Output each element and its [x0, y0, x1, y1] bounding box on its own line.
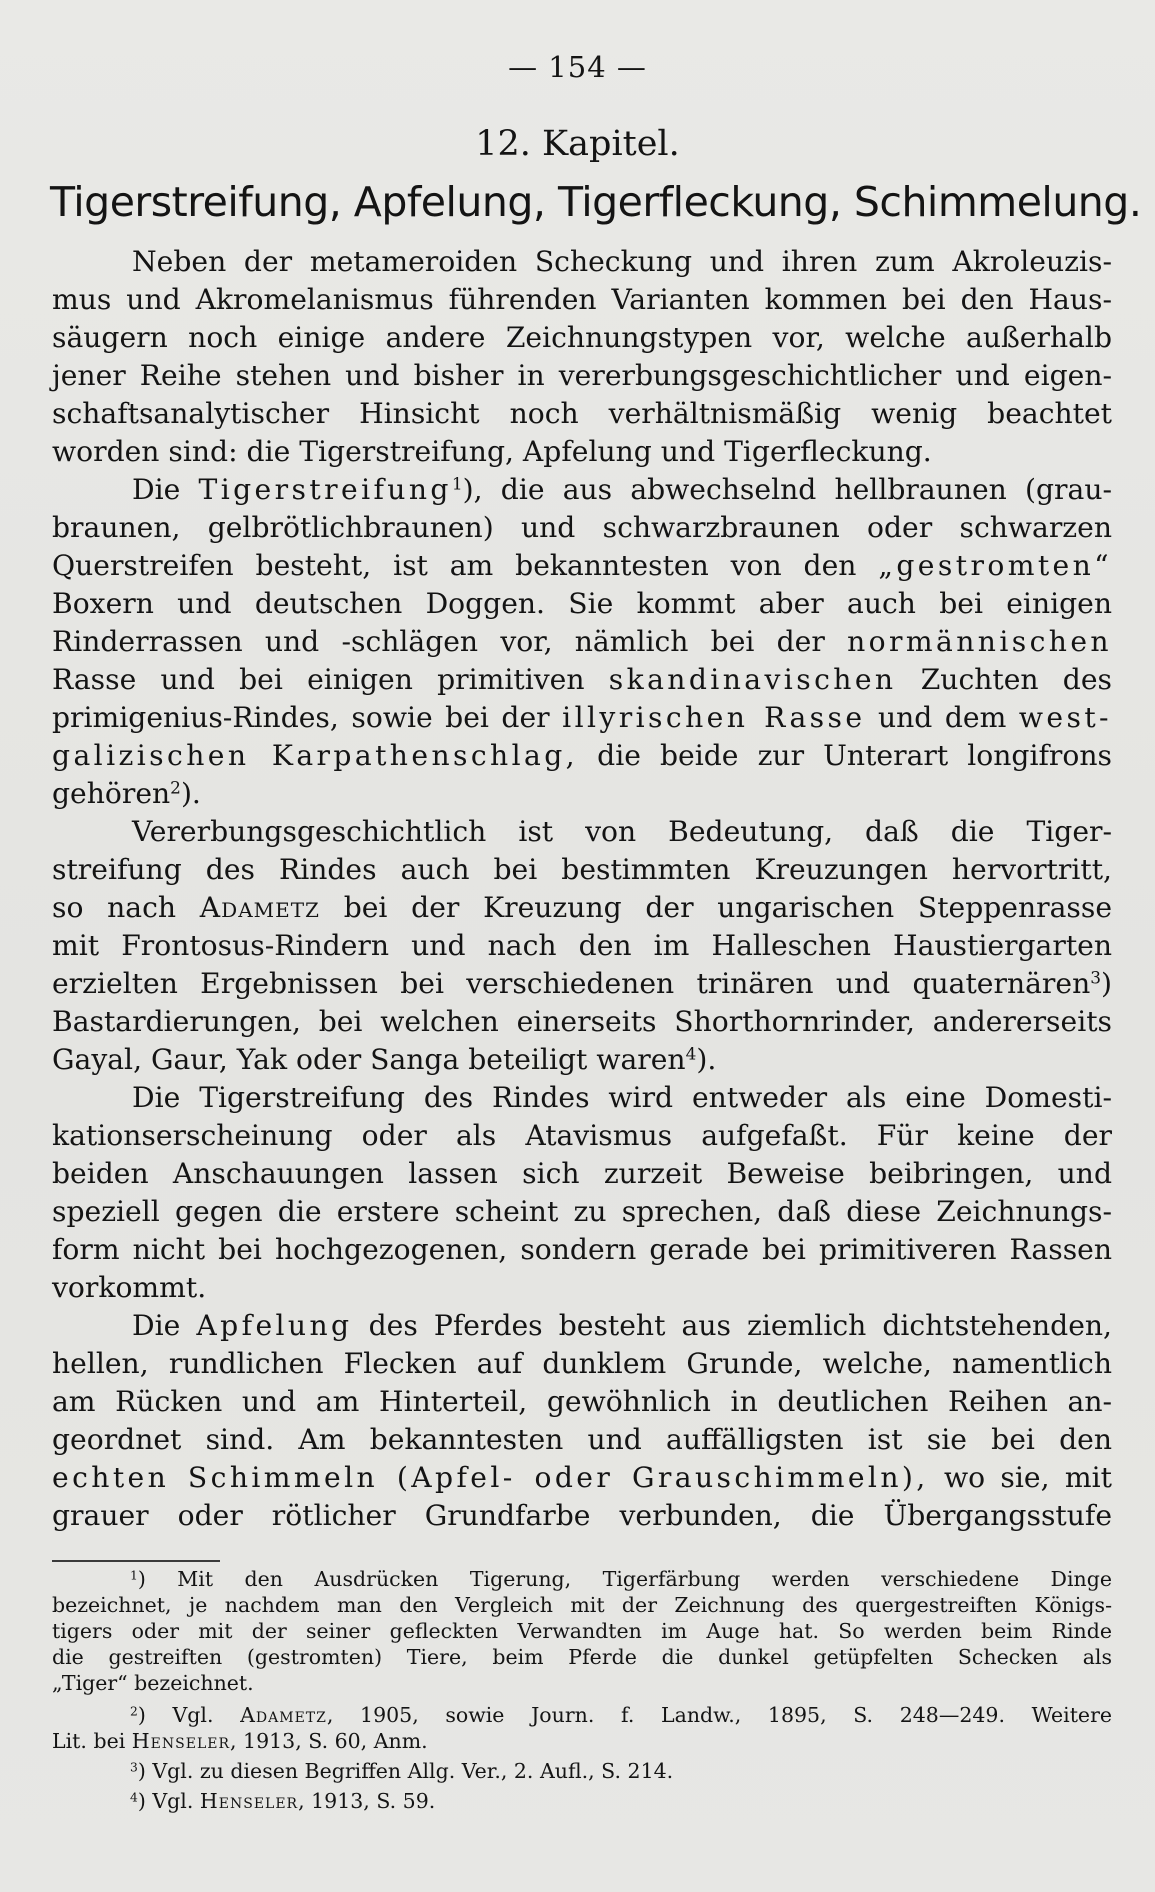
text-line: kationserscheinung oder als Atavismus aufgefaßt. Für keine der: [52, 1119, 1112, 1152]
emphasis: „gestromten“: [878, 549, 1112, 582]
text-line: beiden Anschauungen lassen sich zurzeit Beweise beibringen, und: [52, 1157, 1112, 1190]
page-number: — 154 —: [508, 50, 647, 84]
chapter-title: Tigerstreifung, Apfelung, Tigerfleckung, Schimmelung.: [50, 178, 1142, 226]
text-line: Rinderrassen und -schlägen vor, nämlich bei der normännischen: [52, 625, 1112, 658]
text-line: hellen, rundlichen Flecken auf dunklem Grunde, welche, namentlich: [52, 1347, 1112, 1380]
text-line: galizischen Karpathenschlag, die beide zur Unterart longifrons: [52, 739, 1112, 772]
text-line: Rasse und bei einigen primitiven skandinavischen Zuchten des: [52, 663, 1112, 696]
text-line: säugern noch einige andere Zeichnungstypen vor, welche außerhalb: [52, 321, 1112, 354]
text-line: form nicht bei hochgezogenen, sondern gerade bei primitiveren Rassen: [52, 1233, 1112, 1266]
text-line: Vererbungsgeschichtlich ist von Bedeutung, daß die Tiger-: [132, 815, 1112, 848]
text-line: Die Apfelung des Pferdes besteht aus ziemlich dichtstehenden,: [132, 1309, 1113, 1342]
chapter-heading: 12. Kapitel.: [475, 124, 680, 164]
footnote-line: bezeichnet, je nachdem man den Vergleich mit der Zeichnung des quergestreiften Königs-: [52, 1593, 1112, 1617]
author-name: Adametz: [240, 1703, 327, 1727]
text-line: streifung des Rindes auch bei bestimmten Kreuzungen hervortritt,: [52, 853, 1112, 886]
footnote-number: 4: [130, 1790, 138, 1805]
text-line: erzielten Ergebnissen bei verschiedenen trinären und quaternären$^3$): [52, 967, 1112, 1000]
text-line: mus und Akromelanismus führenden Varianten kommen bei den Haus-: [52, 283, 1112, 316]
text-line: mit Frontosus-Rindern und nach den im Halleschen Haustiergarten: [52, 929, 1112, 962]
author-name: Henseler: [131, 1729, 231, 1753]
author-name: Adametz: [199, 891, 320, 924]
emphasis: illyrischen Rasse: [562, 701, 866, 734]
text-line: speziell gegen die erstere scheint zu sprechen, daß diese Zeichnungs-: [52, 1195, 1112, 1228]
text-line: Die Tigerstreifung des Rindes wird entweder als eine Domesti-: [132, 1081, 1112, 1114]
text-line: Querstreifen besteht, ist am bekanntesten von den „gestromten“: [52, 549, 1112, 582]
text-line: vorkommt.: [52, 1271, 207, 1304]
emphasis: normännischen: [847, 625, 1112, 658]
footnote-number: 2: [130, 1704, 138, 1719]
text-line: braunen, gelbrötlichbraunen) und schwarzbraunen oder schwarzen: [52, 511, 1112, 544]
footnote-line: Lit. bei Henseler, 1913, S. 60, Anm.: [52, 1729, 428, 1753]
text-line: gehören$^2$).: [52, 777, 201, 810]
emphasis: skandinavischen: [608, 663, 897, 696]
footnote-ref: 3: [1090, 967, 1101, 988]
text-line: grauer oder rötlicher Grundfarbe verbunden, die Übergangsstufe: [52, 1499, 1112, 1532]
footnote-line: $^3$) Vgl. zu diesen Begriffen Allg. Ver., 2. Aufl., S. 214.: [130, 1759, 674, 1783]
footnote-line: die gestreiften (gestromten) Tiere, beim Pferde die dunkel getüpfelten Schecken als: [52, 1645, 1112, 1669]
emphasis: galizischen Karpathenschlag,: [52, 739, 579, 772]
text-line: Neben der metameroiden Scheckung und ihren zum Akroleuzis-: [132, 245, 1112, 278]
text-line: primigenius-Rindes, sowie bei der illyrischen Rasse und dem west-: [52, 701, 1112, 734]
text-line: echten Schimmeln (Apfel- oder Grauschimmeln), wo sie, mit: [52, 1461, 1112, 1494]
text-line: Die Tigerstreifung$^1$), die aus abwechselnd hellbraunen (grau-: [132, 473, 1112, 506]
footnote-ref: 2: [170, 777, 181, 798]
text-line: worden sind: die Tigerstreifung, Apfelung und Tigerfleckung.: [52, 435, 932, 468]
footnote-line: tigers oder mit der seiner gefleckten Verwandten im Auge hat. So werden beim Rinde: [52, 1619, 1112, 1643]
footnote-ref: 4: [685, 1043, 697, 1064]
author-name: Henseler: [199, 1789, 299, 1813]
text-line: schaftsanalytischer Hinsicht noch verhältnismäßig wenig beachtet: [52, 397, 1112, 430]
footnote-line: $^2$) Vgl. Adametz, 1905, sowie Journ. f. Landw., 1895, S. 248—249. Weitere: [130, 1703, 1112, 1727]
text-line: Bastardierungen, bei welchen einerseits Shorthornrinder, andererseits: [52, 1005, 1112, 1038]
text-line: am Rücken und am Hinterteil, gewöhnlich in deutlichen Reihen an-: [52, 1385, 1112, 1418]
footnote-ref: 1: [451, 473, 463, 494]
footnote-line: „Tiger“ bezeichnet.: [52, 1671, 254, 1695]
text-line: Gayal, Gaur, Yak oder Sanga beteiligt waren$^4$).: [52, 1043, 717, 1076]
text-line: so nach Adametz bei der Kreuzung der ungarischen Steppenrasse: [52, 891, 1113, 924]
emphasis: Tigerstreifung: [198, 473, 452, 506]
text-line: Boxern und deutschen Doggen. Sie kommt aber auch bei einigen: [52, 587, 1112, 620]
footnote-divider: [52, 1560, 220, 1562]
emphasis: Apfelung: [196, 1309, 353, 1342]
footnote-number: 1: [130, 1568, 138, 1583]
footnote-line: $^4$) Vgl. Henseler, 1913, S. 59.: [130, 1789, 436, 1813]
footnote-line: $^1$) Mit den Ausdrücken Tigerung, Tigerfärbung werden verschiedene Dinge: [130, 1567, 1112, 1591]
emphasis: echten Schimmeln (Apfel- oder Grauschimmeln),: [52, 1461, 929, 1494]
text-line: geordnet sind. Am bekanntesten und auffälligsten ist sie bei den: [52, 1423, 1112, 1456]
footnote-number: 3: [130, 1760, 138, 1775]
emphasis: west-: [1018, 701, 1112, 734]
text-line: jener Reihe stehen und bisher in vererbungsgeschichtlicher und eigen-: [52, 359, 1112, 392]
